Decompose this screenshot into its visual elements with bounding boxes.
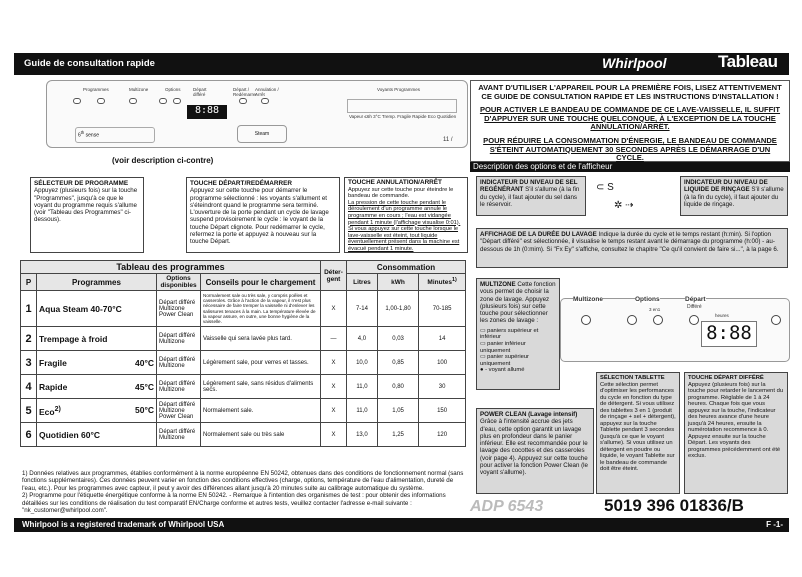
annulation-text1: Appuyez sur cette touche pour éteindre le bandeau de commande.: [348, 186, 454, 200]
start-button[interactable]: [239, 98, 247, 104]
power-title: POWER CLEAN (Lavage intensif): [480, 411, 578, 418]
pan-hours-label: heures: [715, 313, 729, 318]
multizone-title: MULTIZONE: [480, 281, 516, 288]
salt-icon: ⊂ S: [596, 182, 614, 193]
annulation-title: TOUCHE ANNULATION/ARRÊT: [348, 179, 442, 186]
multizone-opt2: ▭ panier inférieur uniquement: [480, 340, 526, 354]
warning-p1: AVANT D'UTILISER L'APPAREIL POUR LA PREMIÈRE FOIS, LISEZ ATTENTIVEMENT CE GUIDE DE CONSULTATION RAPIDE ET LES INSTRUCTIONS D'INSTALLATION !: [478, 83, 782, 101]
tablet-key[interactable]: [653, 315, 663, 325]
col-programmes: Programmes: [37, 274, 157, 291]
warning-p2: POUR ACTIVER LE BANDEAU DE COMMANDE DE CE LAVE-VAISSELLE, IL SUFFIT D'APPUYER SUR UNE TOUCHE QUELCONQUE, À L'EXCEPTION DE LA TOUCHE ANNULATION/ARRÊT.: [479, 105, 781, 132]
steam-logo: Steam: [237, 125, 287, 143]
programs-table: [20, 260, 466, 447]
col-p: P: [21, 274, 37, 291]
tablette-box: [596, 372, 680, 494]
footnotes: [22, 470, 467, 514]
panel-label-programmes: Programmes: [83, 87, 109, 92]
multizone-text: Cette fonction vous permet de choisir la zone de lavage. Appuyez (plusieurs fois) sur cette touche pour sélectionner les zones de lavage :: [480, 281, 556, 325]
panel-label-annulation: Annulation / Arrêt: [255, 87, 279, 97]
document-code: 5019 396 01836/B: [604, 496, 744, 515]
tablette-title: SÉLECTION TABLETTE: [600, 375, 665, 381]
description-bar: Description des options et de l'afficheur: [470, 162, 790, 172]
cancel-button[interactable]: [261, 98, 269, 104]
delay-box: [684, 372, 788, 494]
selecteur-title: SÉLECTEUR DE PROGRAMME: [34, 180, 129, 187]
annulation-box: [344, 177, 468, 253]
footnote-1: 1) Données relatives aux programmes, établies conformément à la norme européenne EN 50242, obtenues dans des conditions de fonctionnement normal (sans fonctions supplémentaires). Ces données peuvent varier en fonction des conditions effectives (charge, options, température de l'eau d'alimentation, dureté de l'eau, etc.). Pour les programmes avec capteur, il peut y avoir des différences allant jusqu'à 20 minutes suite au calibrage automatique du système.: [22, 470, 464, 492]
tablette-text: Cette sélection permet d'optimiser les performances du cycle en fonction du type de détergent. Si vous utilisez des tablettes 3 en 1 (produit de rinçage + sel + détergent), appuyez sur la touche Tablette pendant 3 secondes (jusqu'à ce que le voyant s'allume). Si vous utilisez un détergent en poudre ou liquide, le voyant Tablette sur le bandeau de commande doit être éteint.: [600, 381, 676, 472]
pan-sub-label: 3 en1: [649, 307, 661, 312]
header-bar: [14, 53, 789, 75]
pan-options-label: Options: [635, 296, 660, 303]
power-clean-box: [476, 408, 594, 494]
annulation-text3: Si vous appuyez sur cette touche lorsque le lave-vaisselle est éteint, tout liquide éventuellement présent dans la machine est évacué pendant 1 minute.: [348, 226, 460, 252]
col-options: Options disponibles: [157, 274, 201, 291]
footnote-2: 2) Programme pour l'étiquette énergétique conforme à la norme EN 50242. - Remarque à l'intention des organismes de test : pour obtenir des informations détaillées sur les conditions de réalisation du test comparatif EN/Charge conforme et autres tests, veuillez contacter l'adresse e-mail suivante : "nk_customer@whirlpool.com".: [22, 492, 446, 515]
programmes-button[interactable]: [73, 98, 81, 104]
col-litres: Litres: [347, 274, 378, 291]
control-panel-illustration: [46, 80, 468, 148]
options-panel-illustration: [560, 298, 790, 362]
options-button[interactable]: [159, 98, 167, 104]
annulation-text2: La pression de cette touche pendant le déroulement d'un programme annule le programme en cours ; l'eau est vidangée pendant 1 minute (l'affichage visualise 0:01).: [348, 199, 461, 226]
doc-type: Tableau: [718, 52, 778, 71]
selecteur-box: [30, 177, 144, 253]
diff-title: TOUCHE DÉPART DIFFÉRÉ: [688, 375, 764, 381]
panel-label-options: Options: [165, 87, 181, 92]
multizone-opt4: ● - voyant allumé: [480, 367, 525, 374]
multizone-opt3: ▭ panier supérieur uniquement: [480, 354, 529, 367]
affichage-title: AFFICHAGE DE LA DURÉE DU LAVAGE: [480, 231, 597, 238]
guide-title: Guide de consultation rapide: [24, 58, 155, 69]
cancel-key[interactable]: [771, 315, 781, 325]
table-row: 1 Aqua Steam 40-70°C Départ différé Multizone Power Clean Normalement sale ou très sale, y compris poêles et casseroles. Grâce à l'action de la vapeur, il n'est plus nécessaire de faire tremper la vaisselle ni d'enlever les salissures tenaces à la main. La température élevée de la vapeur assure, en outre, une bonne hygiène de la vaisselle. X 7-14 1,00-1,80 70-185: [21, 291, 466, 327]
table-row: 3 Fragile 40°C Départ différé Multizone Légèrement sale, pour verres et tasses. X 10,0 0,85 100: [21, 351, 466, 375]
sel-title: INDICATEUR DU NIVEAU DE SEL REGÉNÉRANT: [480, 179, 578, 194]
model-number: ADP 6543: [470, 498, 544, 515]
time-display: 8:88: [187, 105, 227, 119]
panel-label-depart: Départ / Redémarrer: [233, 87, 258, 97]
power-clean-key[interactable]: [627, 315, 637, 325]
delay-key[interactable]: [689, 315, 699, 325]
rincage-text: S'il s'allume (à la fin du cycle), il faut ajouter du liquide de rinçage.: [684, 186, 784, 208]
depart-box: [186, 177, 340, 253]
table-title: Tableau des programmes: [21, 261, 321, 274]
multizone-button[interactable]: [129, 98, 137, 104]
tablet-button[interactable]: [173, 98, 181, 104]
warning-box: [470, 80, 790, 162]
sel-text: S'il s'allume (à la fin du cycle), il faut ajouter du sel dans le réservoir.: [480, 186, 580, 208]
panel-label-multizone: Multizone: [129, 87, 149, 92]
table-row: 6 Quotidien 60°C Départ différé Multizone Normalement sale ou très sale X 13,0 1,25 120: [21, 423, 466, 447]
rincage-title: INDICATEUR DU NIVEAU DE LIQUIDE DE RINÇAGE: [684, 179, 768, 194]
col-kwh: kWh: [377, 274, 418, 291]
multizone-opt1: ▭ paniers supérieur et inférieur: [480, 327, 539, 341]
col-consumption: Consommation: [347, 261, 466, 274]
affichage-text: Indique la durée du cycle et le temps restant (h:min). Si l'option "Départ différé" est sélectionnée, il visualise le temps restant avant le démarrage du programme (h:00) - au-dessous de 1h (0:mim). Si "Fx Ey" s'affiche, consultez le chapitre "Ce qu'il convient de faire si...", à la page 6.: [480, 231, 779, 253]
program-led-labels: Vapeur ≤6h 3°C Tremp. Fragile Rapide Eco Quotidien: [349, 114, 457, 119]
panel-suffix: 11 /: [443, 137, 453, 143]
table-row: 2 Trempage à froid Départ différé Multizone Vaisselle qui sera lavée plus tard. — 4,0 0,03 14: [21, 327, 466, 351]
table-row: 5 Eco$^{2)}$ 50°C Départ différé Multizone Power Clean Normalement sale. X 11,0 1,05 150: [21, 399, 466, 423]
panel-label-depart-diff: Départ différé: [193, 87, 207, 97]
footer-bar: [14, 518, 789, 532]
trademark: Whirlpool is a registered trademark of Whirlpool USA: [22, 520, 225, 529]
program-leds: [347, 99, 457, 113]
prog-led-button[interactable]: [97, 98, 105, 104]
diff-text: Appuyez (plusieurs fois) sur la touche pour retarder le lancement du programme. Réglable de 1 à 24 heures. Chaque fois que vous appuyez sur la touche, l'indicateur des heures avance d'une heure jusqu'à 24 heures, ensuite la numérotation recommence à 0. Appuyez ensuite sur la touche Départ. Les voyants des programmes précédemment ont été exclus.: [688, 381, 784, 459]
table-row: 4 Rapide 45°C Départ différé Multizone Légèrement sale, sans résidus d'aliments secs. X 11,0 0,80 30: [21, 375, 466, 399]
panel-label-voyants: Voyants Programmes: [377, 87, 421, 92]
affichage-box: [476, 228, 788, 268]
col-detergent: Déter-gent: [321, 261, 347, 291]
pan-depart-label: Départ: [685, 296, 706, 303]
brand-logo: Whirlpool: [602, 55, 667, 71]
multizone-box: [476, 278, 560, 390]
col-minutes: Minutes$^{1)}$: [419, 274, 466, 291]
panel-note: (voir description ci-contre): [112, 156, 214, 165]
delay-display: 8:88: [701, 321, 757, 347]
warning-p3: POUR RÉDUIRE LA CONSOMMATION D'ÉNERGIE, LE BANDEAU DE COMMANDE S'ÉTEINT AUTOMATIQUEMENT 30 SECONDES APRÈS LE DÉMARRAGE D'UN CYCLE.: [483, 135, 777, 163]
pan-differe-label: Différé: [687, 304, 702, 310]
selecteur-text: Appuyez (plusieurs fois) sur la touche "Programmes", jusqu'à ce que le voyant du programme requis s'allume (voir "Tableau des Programmes" ci-dessous).: [34, 187, 138, 224]
sensor-logo: 6th sense: [75, 127, 155, 143]
col-conseils: Conseils pour le chargement: [201, 274, 321, 291]
page-number: F -1-: [766, 520, 783, 529]
power-text: Grâce à l'intensité accrue des jets d'eau, cette option garantit un lavage plus en profondeur dans le panier inférieur. Elle est recommandée pour le lavage des cocottes et des casseroles (voir page 4). Appuyez sur cette touche pour activer la fonction Power Clean (le voyant s'allume).: [480, 418, 588, 477]
rincage-indicator-box: [680, 176, 788, 216]
multizone-key[interactable]: [581, 315, 591, 325]
depart-title: TOUCHE DÉPART/REDÉMARRER: [190, 180, 293, 187]
pan-multizone-label: Multizone: [573, 296, 603, 303]
sel-indicator-box: [476, 176, 586, 216]
rinse-icon: ✲ ⇢: [614, 200, 634, 211]
depart-text: Appuyez sur cette touche pour démarrer le programme sélectionné : les voyants s'allument et s'éteindront quand le programme sera terminé. L'ouverture de la porte pendant un cycle de lavage suspend provisoirement le cycle : le voyant de la touche Départ clignote. Pour redémarrer le cycle, refermez la porte et appuyez à nouveau sur la touche Départ.: [190, 187, 329, 246]
